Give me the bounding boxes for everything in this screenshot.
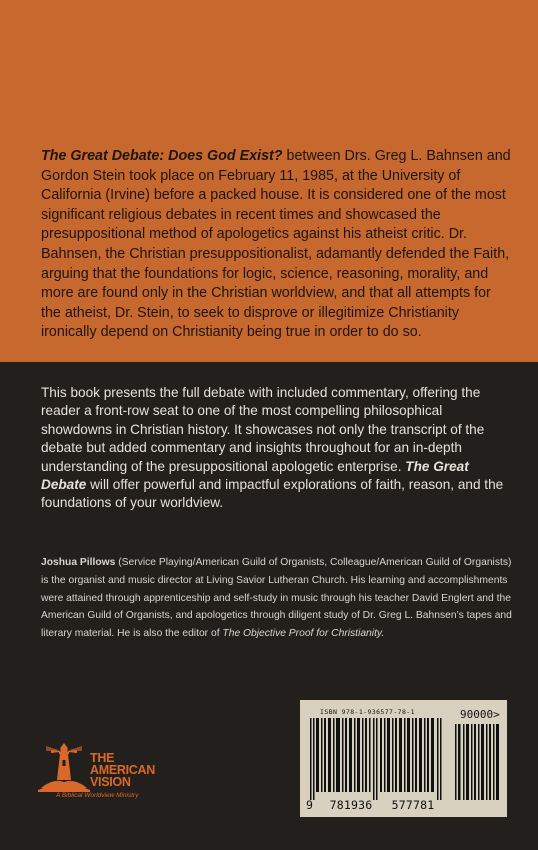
ean-barcode-bars <box>310 718 442 800</box>
top-blurb-title: The Great Debate: Does God Exist? <box>41 148 283 164</box>
description-title: The Great Debate <box>41 458 469 493</box>
publisher-logo <box>38 740 168 805</box>
author-bio-body: (Service Playing/American Guild of Organists, Colleague/American Guild of Organists) is the organist and music director at Living Savior Lutheran Church. His learning and accomplishments were attained through apprenticeship and self-study in music through his teacher David Englert and the American Guild of Organists, and apologetics through diligent study of Dr. Greg L. Bahnsen’s tapes and literary material. He is also the editor of <box>41 557 512 640</box>
logo-text-line1: THE <box>90 751 115 765</box>
isbn-number: ISBN 978-1-936577-78-1 <box>320 708 415 716</box>
barcode-digit-group-right: 577781 <box>391 798 435 812</box>
logo-tagline: A Biblical Worldview Ministry <box>56 792 139 799</box>
logo-text-line3: VISION <box>90 775 131 789</box>
barcode-digit-first: 9 <box>306 798 313 812</box>
author-bio <box>41 554 521 643</box>
description-body-end: will offer powerful and impactful explorations of faith, reason, and the foundations of your worldview. <box>41 477 504 511</box>
barcode-digits <box>306 798 444 812</box>
isbn-barcode <box>300 700 507 817</box>
top-blurb-body: between Drs. Greg L. Bahnsen and Gordon Stein took place on February 11, 1985, at the University of California (Irvine) before a packed house. It is considered one of the most significant religious debates in recent times and showcased the presuppositional method of apologetics against his atheist critic. Dr. Bahnsen, the Christian presuppositionalist, adamantly defended the Faith, arguing that the foundations for logic, science, reasoning, morality, and more are found only in the Christian worldview, and that all attempts for the atheist, Dr. Stein, to seek to disprove or illegitimize Christianity ironically depend on Christianity being true in order to do so. <box>41 148 511 341</box>
top-panel <box>0 0 538 362</box>
book-description <box>41 384 516 513</box>
description-body: This book presents the full debate with included commentary, offering the reader a front-row seat to one of the most compelling philosophical showdowns in Christian history. It showcases not only the transcript of the debate but added commentary and insights throughout for an in-depth understanding of the presuppositional apologetic enterprise. <box>41 385 485 474</box>
barcode-digit-group-left: 781936 <box>329 798 373 812</box>
logo-text-line2: AMERICAN <box>90 763 155 777</box>
price-code: 90000> <box>460 708 500 721</box>
lighthouse-icon <box>38 740 90 795</box>
author-bio-book: The Objective Proof for Christianity. <box>222 628 385 640</box>
top-blurb <box>41 147 511 343</box>
author-name: Joshua Pillows <box>41 557 116 568</box>
addon-barcode-bars <box>455 718 500 800</box>
